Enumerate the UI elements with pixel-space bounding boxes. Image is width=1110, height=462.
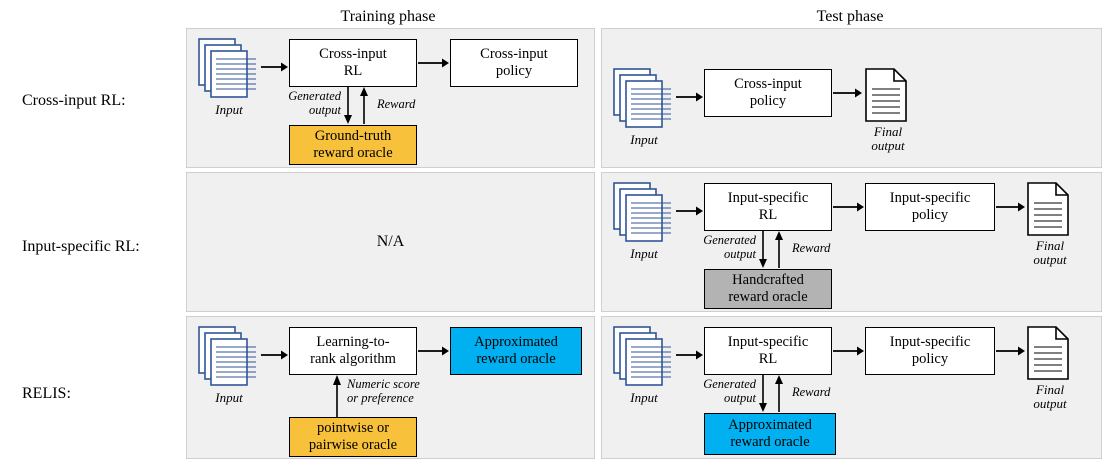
box-l2r-line1: Learning-to- — [316, 334, 390, 351]
box-input-specific-policy-line2: policy — [911, 207, 949, 223]
box-input-specific-rl-line2: RL — [758, 207, 778, 223]
box-cross-input-policy — [450, 39, 578, 87]
arrow-input-to-policy — [676, 91, 704, 103]
label-numeric-score-or-preference — [347, 377, 457, 405]
box-cross-input-rl-line2: RL — [343, 63, 363, 79]
label-reward: Reward — [377, 97, 416, 111]
final-output-line1: Final — [1035, 238, 1065, 253]
panel-row1-training — [186, 28, 595, 168]
final-output-caption — [860, 125, 916, 154]
label-score-line2: or preference — [347, 391, 414, 405]
box-cross-input-policy — [704, 69, 832, 117]
input-doc-stack-icon — [197, 325, 259, 391]
label-reward: Reward — [792, 241, 831, 255]
label-score-line1: Numeric score — [347, 377, 420, 391]
box-approximated-reward-oracle — [450, 327, 582, 375]
box-pointwise-line2: pairwise oracle — [308, 437, 398, 453]
box-cross-input-rl — [289, 39, 417, 87]
arrow-policy-to-output — [996, 201, 1026, 213]
box-input-specific-policy-line1: Input-specific — [889, 190, 971, 207]
arrow-rl-to-policy — [833, 201, 865, 213]
box-l2r-line2: rank algorithm — [310, 351, 396, 367]
arrow-policy-to-output — [996, 345, 1026, 357]
final-output-doc-icon — [1026, 181, 1072, 237]
box-cross-input-policy-line2: policy — [495, 63, 533, 79]
label-generated-output — [269, 89, 341, 117]
arrow-l2r-to-approx-oracle — [418, 345, 450, 357]
box-handcrafted-line1: Handcrafted — [732, 272, 804, 289]
box-handcrafted-line2: reward oracle — [728, 289, 808, 305]
box-approximated-reward-oracle — [704, 413, 836, 455]
box-ground-truth-reward-oracle — [289, 125, 417, 165]
input-doc-stack-icon — [612, 325, 674, 391]
box-approximated-line1: Approximated — [474, 334, 558, 351]
box-input-specific-policy — [865, 327, 995, 375]
box-cross-input-policy-line2: policy — [749, 93, 787, 109]
na-text: N/A — [376, 233, 405, 250]
box-input-specific-rl-line1: Input-specific — [727, 334, 809, 351]
final-output-doc-icon — [864, 67, 910, 123]
box-handcrafted-reward-oracle — [704, 269, 832, 309]
box-ground-truth-line2: reward oracle — [313, 145, 393, 161]
panel-row3-training — [186, 316, 595, 459]
label-generated-output-line1: Generated — [703, 233, 756, 247]
input-caption: Input — [630, 132, 658, 147]
box-pointwise-line1: pointwise or — [316, 420, 390, 437]
label-generated-output-line1: Generated — [703, 377, 756, 391]
box-input-specific-rl-line1: Input-specific — [727, 190, 809, 207]
box-approximated-line2: reward oracle — [730, 434, 810, 450]
input-caption: Input — [215, 390, 243, 405]
box-input-specific-policy-line2: policy — [911, 351, 949, 367]
box-input-specific-policy — [865, 183, 995, 231]
label-generated-output-line2: output — [309, 103, 341, 117]
arrow-generated-output-down — [340, 87, 376, 125]
panel-row2-test — [601, 172, 1102, 312]
panel-row1-test — [601, 28, 1102, 168]
arrow-input-to-rl — [676, 205, 704, 217]
arrow-input-to-l2r — [261, 349, 289, 361]
box-input-specific-policy-line1: Input-specific — [889, 334, 971, 351]
box-cross-input-policy-line1: Cross-input — [480, 46, 548, 63]
input-doc-stack-icon — [197, 37, 259, 103]
final-output-line2: output — [1033, 396, 1067, 412]
input-doc-stack-icon — [612, 67, 674, 133]
box-approximated-line2: reward oracle — [476, 351, 556, 367]
arrow-input-to-rl — [261, 61, 289, 73]
arrow-oracle-to-l2r — [327, 375, 347, 417]
box-input-specific-rl-line2: RL — [758, 351, 778, 367]
arrow-generated-output-down — [755, 375, 791, 413]
input-doc-stack-icon — [612, 181, 674, 247]
box-learning-to-rank-algorithm — [289, 327, 417, 375]
panel-row3-test — [601, 316, 1102, 459]
final-output-doc-icon — [1026, 325, 1072, 381]
box-input-specific-rl — [704, 327, 832, 375]
header-training-phase: Training phase — [340, 8, 436, 25]
final-output-line1: Final — [873, 124, 903, 139]
arrow-rl-to-policy — [418, 57, 450, 69]
box-input-specific-rl — [704, 183, 832, 231]
arrow-generated-output-down — [755, 231, 791, 269]
arrow-input-to-rl — [676, 349, 704, 361]
label-generated-output — [684, 377, 756, 405]
label-reward: Reward — [792, 385, 831, 399]
label-generated-output-line1: Generated — [288, 89, 341, 103]
input-caption: Input — [630, 390, 658, 405]
input-caption: Input — [630, 246, 658, 261]
panel-row2-training — [186, 172, 595, 312]
final-output-line2: output — [871, 138, 905, 154]
label-generated-output-line2: output — [724, 247, 756, 261]
box-cross-input-policy-line1: Cross-input — [734, 76, 802, 93]
box-pointwise-or-pairwise-oracle — [289, 417, 417, 457]
box-ground-truth-line1: Ground-truth — [314, 128, 392, 145]
arrow-policy-to-output — [833, 87, 863, 99]
label-generated-output-line2: output — [724, 391, 756, 405]
final-output-caption — [1022, 239, 1078, 268]
row-label-cross-input-rl: Cross-input RL: — [22, 92, 126, 109]
row-label-input-specific-rl: Input-specific RL: — [22, 238, 140, 255]
label-generated-output — [684, 233, 756, 261]
box-cross-input-rl-line1: Cross-input — [319, 46, 387, 63]
final-output-line2: output — [1033, 252, 1067, 268]
input-caption: Input — [215, 102, 243, 117]
box-approximated-line1: Approximated — [728, 417, 812, 434]
arrow-rl-to-policy — [833, 345, 865, 357]
final-output-caption — [1022, 383, 1078, 412]
row-label-relis: RELIS: — [22, 385, 71, 402]
header-test-phase: Test phase — [816, 8, 884, 25]
final-output-line1: Final — [1035, 382, 1065, 397]
